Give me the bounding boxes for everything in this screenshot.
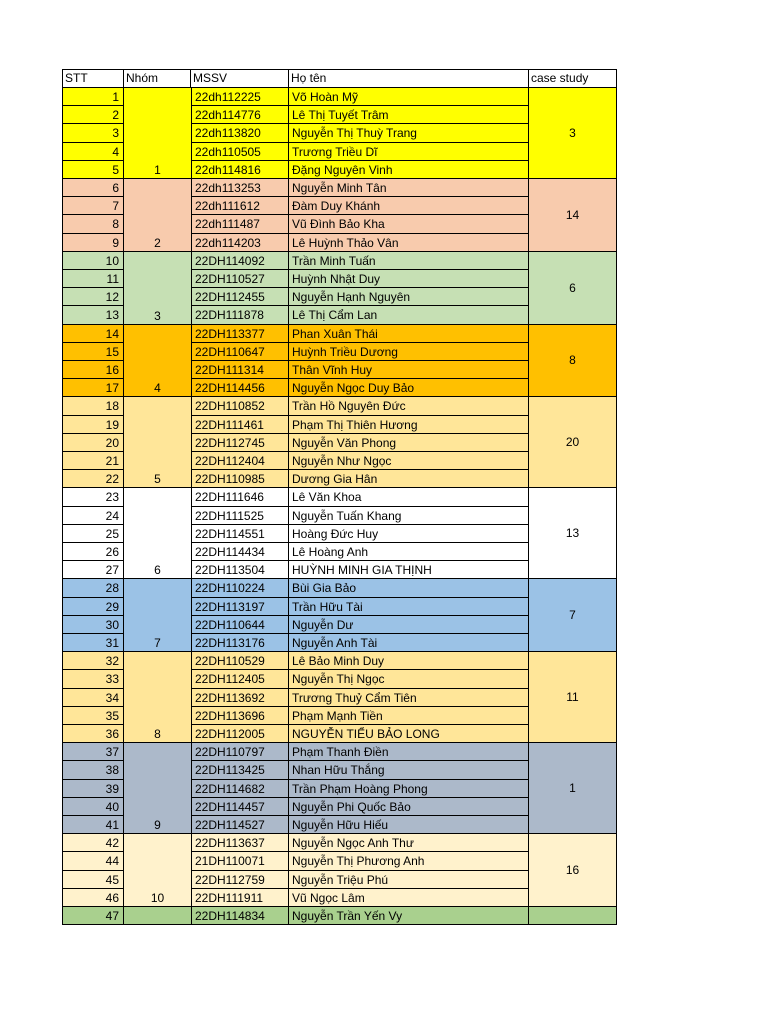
cell-name[interactable]: Lê Thị Cẩm Lan: [289, 306, 529, 324]
cell-name[interactable]: Trương Thuỷ Cẩm Tiên: [289, 689, 529, 707]
cell-stt[interactable]: 32: [62, 652, 124, 670]
cell-mssv[interactable]: 22DH114551: [191, 525, 289, 543]
cell-stt[interactable]: 17: [62, 379, 124, 397]
cell-name[interactable]: Nguyễn Minh Tân: [289, 179, 529, 197]
cell-stt[interactable]: 6: [62, 179, 124, 197]
cell-stt[interactable]: 24: [62, 507, 124, 525]
cell-name[interactable]: Lê Thị Tuyết Trâm: [289, 106, 529, 124]
cell-mssv[interactable]: 22dh114203: [191, 234, 289, 252]
cell-stt[interactable]: 31: [62, 634, 124, 652]
cell-mssv[interactable]: 22DH113504: [191, 561, 289, 579]
cell-name[interactable]: Vũ Đình Bảo Kha: [289, 215, 529, 233]
cell-case-study[interactable]: 14: [529, 179, 617, 252]
cell-stt[interactable]: 41: [62, 816, 124, 834]
cell-mssv[interactable]: 22DH114457: [191, 798, 289, 816]
cell-mssv[interactable]: 22DH112455: [191, 288, 289, 306]
cell-group[interactable]: 3: [124, 252, 191, 325]
cell-name[interactable]: Nguyễn Anh Tài: [289, 634, 529, 652]
cell-name[interactable]: Nguyễn Triệu Phú: [289, 871, 529, 889]
cell-mssv[interactable]: 22DH112005: [191, 725, 289, 743]
cell-name[interactable]: Phạm Thanh Điền: [289, 743, 529, 761]
cell-case-study[interactable]: 16: [529, 834, 617, 907]
cell-mssv[interactable]: 22DH113377: [191, 325, 289, 343]
cell-mssv[interactable]: 22DH110224: [191, 579, 289, 597]
header-row: [62, 69, 617, 88]
cell-name[interactable]: Nguyễn Hữu Hiếu: [289, 816, 529, 834]
cell-mssv[interactable]: 21DH110071: [191, 852, 289, 870]
cell-stt[interactable]: 13: [62, 306, 124, 324]
cell-group[interactable]: 4: [124, 325, 191, 398]
cell-name[interactable]: Nguyễn Thị Phương Anh: [289, 852, 529, 870]
cell-stt[interactable]: 44: [62, 852, 124, 870]
cell-mssv[interactable]: 22dh114816: [191, 161, 289, 179]
cell-case-study[interactable]: 13: [529, 488, 617, 579]
cell-stt[interactable]: 18: [62, 397, 124, 415]
cell-mssv[interactable]: 22DH113425: [191, 761, 289, 779]
cell-stt[interactable]: 3: [62, 124, 124, 142]
cell-group[interactable]: 6: [124, 488, 191, 579]
cell-stt[interactable]: 37: [62, 743, 124, 761]
cell-mssv[interactable]: 22dh112225: [191, 88, 289, 106]
cell-name[interactable]: Đàm Duy Khánh: [289, 197, 529, 215]
header-mssv[interactable]: MSSV: [191, 69, 289, 88]
cell-name[interactable]: Trương Triều Dĩ: [289, 143, 529, 161]
header-stt[interactable]: STT: [62, 69, 124, 88]
cell-mssv[interactable]: 22dh113820: [191, 124, 289, 142]
table-body: [62, 88, 617, 925]
cell-name[interactable]: Nhan Hữu Thắng: [289, 761, 529, 779]
cell-mssv[interactable]: 22DH111461: [191, 416, 289, 434]
cell-mssv[interactable]: 22DH110647: [191, 343, 289, 361]
cell-name[interactable]: Vũ Ngọc Lâm: [289, 889, 529, 907]
cell-name[interactable]: Đặng Nguyên Vinh: [289, 161, 529, 179]
cell-mssv[interactable]: 22DH111911: [191, 889, 289, 907]
cell-stt[interactable]: 40: [62, 798, 124, 816]
cell-group[interactable]: 10: [124, 834, 191, 907]
cell-mssv[interactable]: 22dh111612: [191, 197, 289, 215]
cell-name[interactable]: Thân Vĩnh Huy: [289, 361, 529, 379]
cell-mssv[interactable]: 22DH111314: [191, 361, 289, 379]
cell-mssv[interactable]: 22DH111525: [191, 507, 289, 525]
cell-stt[interactable]: 12: [62, 288, 124, 306]
cell-name[interactable]: Phan Xuân Thái: [289, 325, 529, 343]
cell-stt[interactable]: 30: [62, 616, 124, 634]
cell-name[interactable]: Dương Gia Hân: [289, 470, 529, 488]
cell-mssv[interactable]: 22DH114682: [191, 780, 289, 798]
cell-name[interactable]: HUỲNH MINH GIA THỊNH: [289, 561, 529, 579]
cell-mssv[interactable]: 22DH113692: [191, 689, 289, 707]
cell-mssv[interactable]: 22DH113176: [191, 634, 289, 652]
cell-mssv[interactable]: 22dh113253: [191, 179, 289, 197]
cell-name[interactable]: Nguyễn Tuấn Khang: [289, 507, 529, 525]
cell-group[interactable]: 2: [124, 179, 191, 252]
cell-stt[interactable]: 34: [62, 689, 124, 707]
cell-name[interactable]: Trần Hồ Nguyên Đức: [289, 397, 529, 415]
cell-mssv[interactable]: 22DH111646: [191, 488, 289, 506]
cell-name[interactable]: Trần Hữu Tài: [289, 598, 529, 616]
cell-stt[interactable]: 16: [62, 361, 124, 379]
cell-stt[interactable]: 28: [62, 579, 124, 597]
cell-mssv[interactable]: 22DH112745: [191, 434, 289, 452]
cell-stt[interactable]: 11: [62, 270, 124, 288]
cell-stt[interactable]: 9: [62, 234, 124, 252]
cell-case-study[interactable]: 7: [529, 579, 617, 652]
cell-name[interactable]: Nguyễn Ngọc Duy Bảo: [289, 379, 529, 397]
cell-name[interactable]: Bùi Gia Bảo: [289, 579, 529, 597]
cell-stt[interactable]: 4: [62, 143, 124, 161]
cell-stt[interactable]: 21: [62, 452, 124, 470]
cell-stt[interactable]: 47: [62, 907, 124, 925]
cell-case-study[interactable]: 8: [529, 325, 617, 398]
cell-stt[interactable]: 45: [62, 871, 124, 889]
cell-stt[interactable]: 8: [62, 215, 124, 233]
cell-name[interactable]: Lê Bảo Minh Duy: [289, 652, 529, 670]
cell-stt[interactable]: 15: [62, 343, 124, 361]
cell-stt[interactable]: 10: [62, 252, 124, 270]
cell-name[interactable]: NGUYỄN TIỂU BẢO LONG: [289, 725, 529, 743]
cell-name[interactable]: Trần Minh Tuấn: [289, 252, 529, 270]
cell-mssv[interactable]: 22dh114776: [191, 106, 289, 124]
cell-stt[interactable]: 27: [62, 561, 124, 579]
cell-name[interactable]: Nguyễn Thị Ngọc: [289, 670, 529, 688]
cell-stt[interactable]: 22: [62, 470, 124, 488]
cell-mssv[interactable]: 22dh110505: [191, 143, 289, 161]
cell-mssv[interactable]: 22DH114527: [191, 816, 289, 834]
header-case[interactable]: case study: [529, 69, 617, 88]
cell-mssv[interactable]: 22DH113197: [191, 598, 289, 616]
cell-stt[interactable]: 46: [62, 889, 124, 907]
cell-case-study[interactable]: 1: [529, 743, 617, 834]
cell-stt[interactable]: 39: [62, 780, 124, 798]
cell-case-study[interactable]: 6: [529, 252, 617, 325]
cell-group[interactable]: 1: [124, 88, 191, 179]
cell-stt[interactable]: 1: [62, 88, 124, 106]
cell-case-study[interactable]: [529, 907, 617, 925]
cell-mssv[interactable]: 22DH110529: [191, 652, 289, 670]
cell-name[interactable]: Nguyễn Hạnh Nguyên: [289, 288, 529, 306]
cell-group[interactable]: 5: [124, 397, 191, 488]
cell-mssv[interactable]: 22DH114092: [191, 252, 289, 270]
cell-mssv[interactable]: 22DH110985: [191, 470, 289, 488]
cell-stt[interactable]: 20: [62, 434, 124, 452]
cell-name[interactable]: Nguyễn Như Ngọc: [289, 452, 529, 470]
cell-case-study[interactable]: 11: [529, 652, 617, 743]
cell-name[interactable]: Huỳnh Nhật Duy: [289, 270, 529, 288]
cell-group[interactable]: 9: [124, 743, 191, 834]
cell-group[interactable]: 8: [124, 652, 191, 743]
cell-mssv[interactable]: 22DH110644: [191, 616, 289, 634]
cell-name[interactable]: Lê Huỳnh Thảo Vân: [289, 234, 529, 252]
cell-stt[interactable]: 35: [62, 707, 124, 725]
cell-stt[interactable]: 7: [62, 197, 124, 215]
cell-mssv[interactable]: 22DH110852: [191, 397, 289, 415]
cell-name[interactable]: Nguyễn Phi Quốc Bảo: [289, 798, 529, 816]
cell-stt[interactable]: 23: [62, 488, 124, 506]
cell-name[interactable]: Huỳnh Triều Dương: [289, 343, 529, 361]
cell-name[interactable]: Hoàng Đức Huy: [289, 525, 529, 543]
cell-mssv[interactable]: 22DH110527: [191, 270, 289, 288]
cell-name[interactable]: Nguyễn Ngọc Anh Thư: [289, 834, 529, 852]
cell-group[interactable]: 7: [124, 579, 191, 652]
cell-name[interactable]: Lê Văn Khoa: [289, 488, 529, 506]
cell-stt[interactable]: 14: [62, 325, 124, 343]
cell-stt[interactable]: 19: [62, 416, 124, 434]
cell-name[interactable]: Nguyễn Dư: [289, 616, 529, 634]
cell-case-study[interactable]: 20: [529, 397, 617, 488]
cell-stt[interactable]: 26: [62, 543, 124, 561]
cell-mssv[interactable]: 22DH112759: [191, 871, 289, 889]
cell-stt[interactable]: 33: [62, 670, 124, 688]
cell-case-study[interactable]: 3: [529, 88, 617, 179]
cell-mssv[interactable]: 22DH110797: [191, 743, 289, 761]
cell-stt[interactable]: 2: [62, 106, 124, 124]
cell-stt[interactable]: 25: [62, 525, 124, 543]
cell-group[interactable]: [124, 907, 191, 925]
cell-name[interactable]: Phạm Mạnh Tiền: [289, 707, 529, 725]
cell-mssv[interactable]: 22DH114434: [191, 543, 289, 561]
cell-mssv[interactable]: 22DH113696: [191, 707, 289, 725]
cell-name[interactable]: Nguyễn Thị Thuỳ Trang: [289, 124, 529, 142]
cell-name[interactable]: Nguyễn Văn Phong: [289, 434, 529, 452]
cell-name[interactable]: Võ Hoàn Mỹ: [289, 88, 529, 106]
cell-mssv[interactable]: 22DH112404: [191, 452, 289, 470]
cell-mssv[interactable]: 22DH111878: [191, 306, 289, 324]
cell-name[interactable]: Lê Hoàng Anh: [289, 543, 529, 561]
cell-mssv[interactable]: 22DH114456: [191, 379, 289, 397]
cell-mssv[interactable]: 22DH112405: [191, 670, 289, 688]
cell-mssv[interactable]: 22DH113637: [191, 834, 289, 852]
cell-stt[interactable]: 36: [62, 725, 124, 743]
header-group[interactable]: Nhóm: [124, 69, 191, 88]
header-name[interactable]: Họ tên: [289, 69, 529, 88]
cell-name[interactable]: Phạm Thị Thiên Hương: [289, 416, 529, 434]
cell-name[interactable]: Nguyễn Trần Yến Vy: [289, 907, 529, 925]
cell-mssv[interactable]: 22dh111487: [191, 215, 289, 233]
cell-name[interactable]: Trần Phạm Hoàng Phong: [289, 780, 529, 798]
cell-stt[interactable]: 42: [62, 834, 124, 852]
spreadsheet-table: [62, 69, 617, 925]
cell-stt[interactable]: 29: [62, 598, 124, 616]
cell-stt[interactable]: 38: [62, 761, 124, 779]
cell-mssv[interactable]: 22DH114834: [191, 907, 289, 925]
cell-stt[interactable]: 5: [62, 161, 124, 179]
